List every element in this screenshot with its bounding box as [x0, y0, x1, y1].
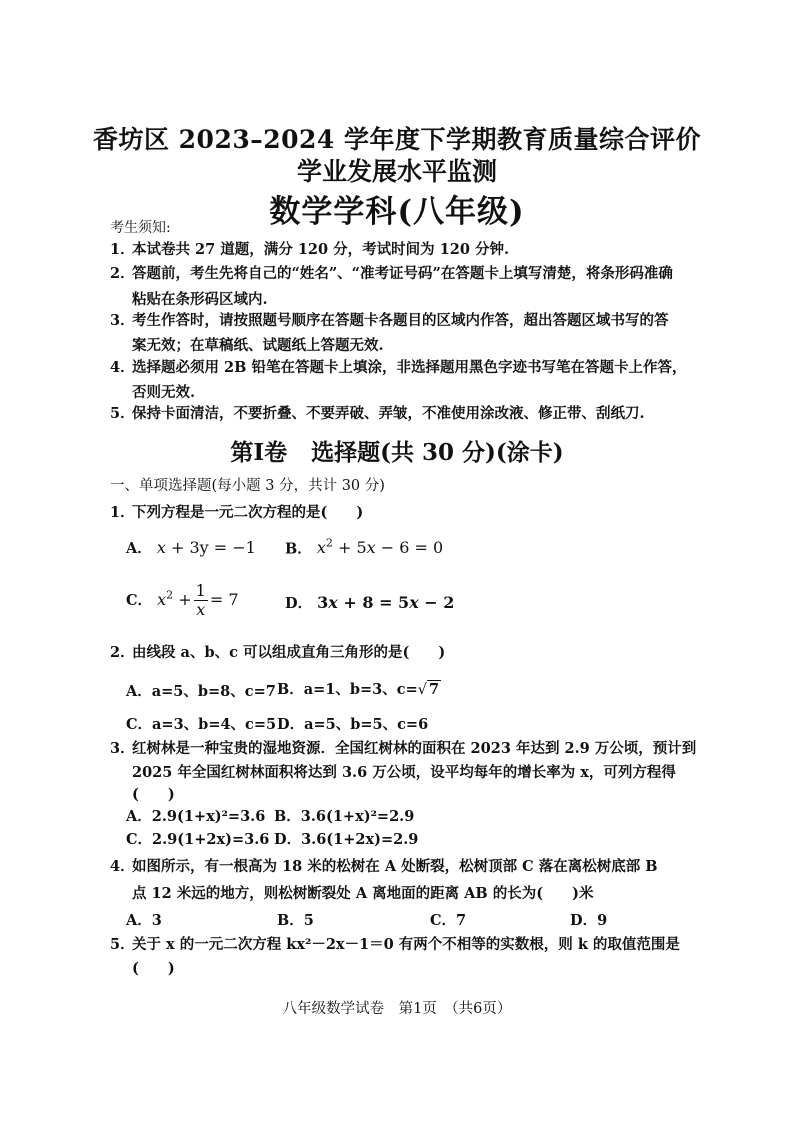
question-1: [110, 501, 363, 522]
q3-option-c: C．2.9(1+2x)=3.6: [126, 831, 270, 848]
note-text: 保持卡面清洁，不要折叠、不要弄破、弄皱，不准使用涂改液、修正带、刮纸刀.: [132, 405, 645, 422]
note-number: 5．: [110, 405, 135, 422]
question-5: [110, 933, 680, 954]
question-3: [110, 737, 696, 758]
note-item-5: [110, 404, 645, 424]
q4-option-d: D．9: [570, 912, 608, 929]
page-footer: 八年级数学试卷 第1页 （共6页）: [282, 1001, 512, 1017]
question-stem: 下列方程是一元二次方程的是( ): [132, 504, 364, 521]
section-title-text: 选择题(共 30 分)(涂卡): [311, 439, 564, 466]
sqrt-symbol: √ 7: [417, 681, 440, 698]
question-stem: 如图所示，有一根高为 18 米的松树在 A 处断裂，松树顶部 C 落在离松树底部 B: [132, 858, 658, 875]
option-label: C．: [126, 592, 153, 609]
q1-option-b: B． $x^2 + 5x - 6 = 0$: [285, 537, 444, 558]
fraction: $\frac{1}{x}$: [195, 581, 206, 619]
note-text: 本试卷共 27 道题，满分 120 分，考试时间为 120 分钟.: [132, 241, 510, 258]
question-number: 1．: [110, 504, 135, 521]
q4-option-b: B．5: [277, 912, 314, 929]
q4-option-c: C．7: [430, 912, 467, 929]
note-number: 3．: [110, 312, 135, 329]
question-stem: 由线段 a、b、c 可以组成直角三角形的是( ): [132, 644, 446, 661]
note-text: 答题前，考生先将自己的“姓名”、“准考证号码”在答题卡上填写清楚，将条形码准确: [132, 265, 673, 282]
q3-option-b: B．3.6(1+x)²=2.9: [274, 808, 415, 825]
question-2: [110, 641, 445, 662]
radicand: 7: [429, 681, 440, 698]
note-number: 1．: [110, 241, 135, 258]
q2-option-c: C．a=3、b=4、c=5: [126, 716, 277, 733]
question-3-line2: 2025 年全国红树林面积将达到 3.6 万公顷，设平均每年的增长率为 x，可列方程得: [132, 764, 676, 781]
q3-option-a: A．2.9(1+x)²=3.6: [126, 808, 266, 825]
note-text-cont: 否则无效.: [132, 384, 196, 401]
note-number: 4．: [110, 359, 135, 376]
exam-title-line1: 香坊区 2023–2024 学年度下学期教育质量综合评价: [92, 125, 702, 154]
q2-option-a: A．a=5、b=8、c=7: [126, 683, 276, 700]
q1-option-d: D． 3x + 8 = 5x − 2: [285, 593, 455, 612]
note-item-2: [110, 264, 673, 284]
q2-option-b: [277, 678, 441, 699]
section-part: 第Ⅰ卷: [230, 439, 288, 466]
option-text: B．a=1、b=3、c=: [277, 681, 418, 698]
q3-option-d: D．3.6(1+2x)=2.9: [274, 831, 419, 848]
note-text: 考生作答时，请按照题号顺序在答题卡各题目的区域内作答，超出答题区域书写的答: [132, 312, 669, 329]
note-text: 选择题必须用 2B 铅笔在答题卡上填涂，非选择题用黑色字迹书写笔在答题卡上作答，: [132, 359, 687, 376]
question-3-line3: ( ): [132, 786, 175, 803]
note-text-cont: 案无效；在草稿纸、试题纸上答题无效.: [132, 337, 384, 354]
option-label: D．: [285, 595, 313, 612]
note-text-cont: 粘贴在条形码区域内.: [132, 291, 268, 308]
question-number: 2．: [110, 644, 135, 661]
option-label: B．: [285, 540, 312, 558]
q1-option-a: A． x + 3y = −1: [126, 538, 256, 557]
exam-subject-title: 数学学科(八年级): [269, 194, 525, 230]
part-subheading: 一、单项选择题(每小题 3 分，共计 30 分): [110, 478, 385, 494]
q4-option-a: A．3: [126, 912, 162, 929]
note-number: 2．: [110, 265, 135, 282]
question-number: 4．: [110, 858, 135, 875]
q1-option-c: C． $x^2$ + $\frac{1}{x}$ = 7: [126, 581, 239, 619]
question-stem: 红树林是一种宝贵的湿地资源．全国红树林的面积在 2023 年达到 2.9 万公顷，预计到: [132, 740, 697, 757]
exam-title-line2: 学业发展水平监测: [296, 157, 497, 186]
question-5-line2: ( ): [132, 960, 175, 977]
note-item-1: [110, 240, 509, 260]
note-item-4: [110, 358, 686, 378]
notes-heading: 考生须知:: [110, 220, 171, 236]
option-label: A．: [126, 540, 152, 557]
question-stem: 关于 x 的一元二次方程 kx²－2x－1＝0 有两个不相等的实数根，则 k 的取值范围是: [132, 936, 680, 953]
note-item-3: [110, 311, 669, 331]
question-4-line2: 点 12 米远的地方，则松树断裂处 A 离地面的距离 AB 的长为( )米: [132, 885, 594, 902]
q2-option-d: D．a=5、b=5、c=6: [277, 716, 429, 733]
question-4: [110, 855, 658, 876]
section-title: [0, 434, 794, 467]
question-number: 5．: [110, 936, 135, 953]
question-number: 3．: [110, 740, 135, 757]
